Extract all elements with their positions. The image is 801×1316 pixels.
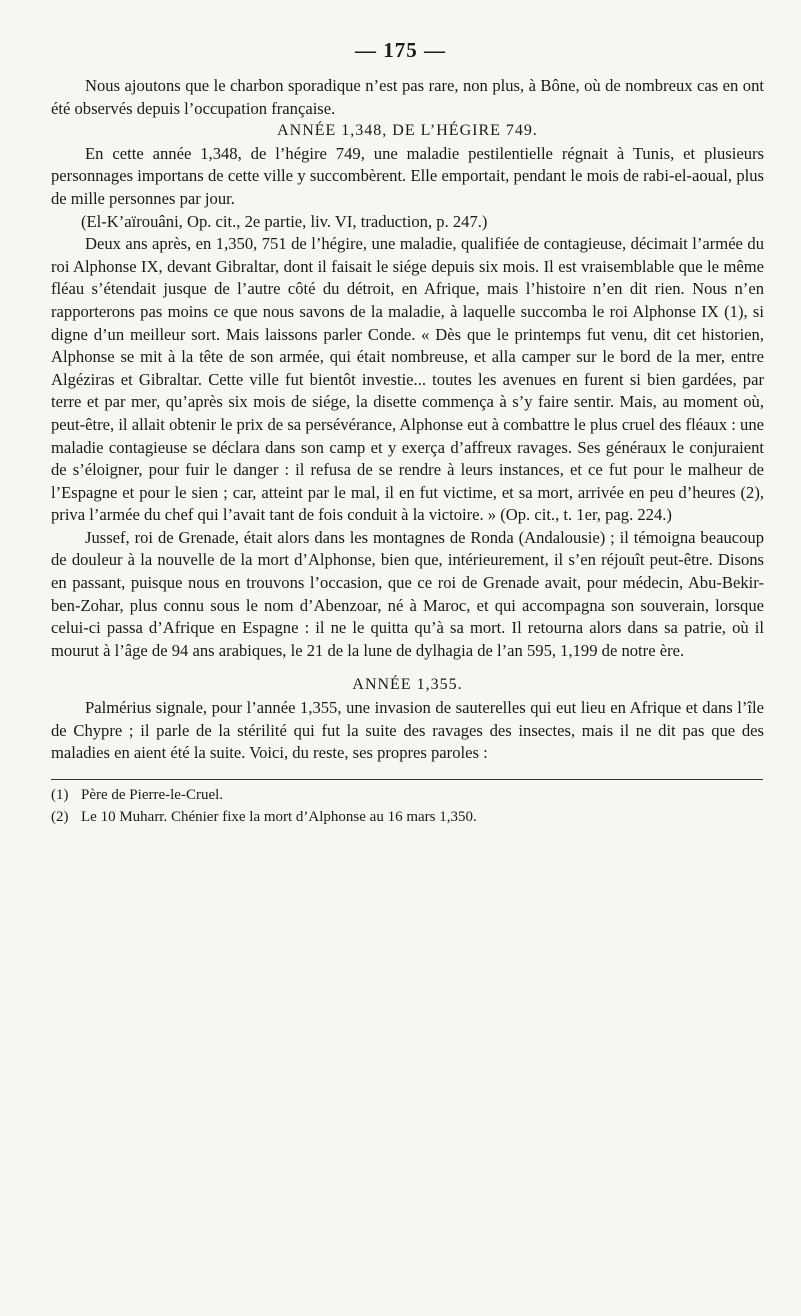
paragraph-jussef-abenzoar: Jussef, roi de Grenade, était alors dans les montagnes de Ronda (Andalousie) ; il témoigna beaucoup de douleur à la nouvelle de la mort d’Alphonse, bien que, intérieurement, il s’en réjouît peut-être. Disons en passant, puisque nous en trouvons l’occasion, que ce roi de Grenade avait, pour médecin, Abu-Bekir-ben-Zohar, plus connu sous le nom d’Abenzoar, né à Maroc, et qui accompagna son souverain, lorsque celui-ci passa d’Afrique en Espagne : il ne le quitta qu’à sa mort. Il retourna alors dans sa patrie, où il mourut à l’âge de 94 ans arabiques, le 21 de la lune de dylhagia de l’an 595, 1,199 de notre ère. [51,527,764,660]
page-number: — 175 — [355,38,446,62]
footnote-2-number: (2) [51,808,69,825]
paragraph-charbon: Nous ajoutons que le charbon sporadique n’est pas rare, non plus, à Bône, où de nombreux cas en ont été observés depuis l’occupation française. [51,76,764,118]
footnote-2 [51,806,764,828]
page-body [51,75,764,828]
footnote-1 [51,784,764,806]
paragraph-palmerius-locusts: Palmérius signale, pour l’année 1,355, une invasion de sauterelles qui eut lieu en Afrique et dans l’île de Chypre ; il parle de la stérilité qui fut la suite des ravages des insectes, mais il ne dit pas que des maladies en aient été la suite. Voici, du reste, ses propres paroles : [51,698,764,763]
paragraph-alphonse-gibraltar: Deux ans après, en 1,350, 751 de l’hégire, une maladie, qualifiée de contagieuse, décimait l’armée du roi Alphonse IX, devant Gibraltar, dont il faisait le siége depuis six mois. Il est vraisemblable que le même fléau s’étendait jusque de l’autre côté du détroit, en Afrique, mais l’histoire n’en dit rien. Nous n’en rapporterons pas moins ce que nous savons de la maladie, à laquelle succomba le roi Alphonse IX (1), si digne d’un meilleur sort. Mais laissons parler Conde. « Dès que le printemps fut venu, dit cet historien, Alphonse se mit à la tête de son armée, qui était nombreuse, et alla camper sur le bord de la mer, entre Algéziras et Gibraltar. Cette ville fut bientôt investie... toutes les avenues en furent si bien gardées, par terre et par mer, qu’après six mois de siége, la disette commença à s’y faire sentir. Mais, au moment où, peut-être, il allait obtenir le prix de sa persévérance, Alphonse eut à combattre le plus cruel des fléaux : une maladie contagieuse se déclara dans son camp et y exerça d’affreux ravages. Ses généraux le conjuraient de s’éloigner, pour fuir le danger : il refusa de se rendre à leurs instances, et ce fut pour le malheur de l’Espagne et pour le sien ; car, atteint par le mal, il en fut victime, et sa mort, arrivée en peu d’heures (2), priva l’armée du chef qui l’avait tant de fois conduit à la victoire. » (Op. cit., t. 1er, pag. 224.) [51,234,764,525]
footnote-1-text: Père de Pierre-le-Cruel. [81,786,224,803]
footnote-divider [51,779,763,780]
paragraph-tunis-plague: En cette année 1,348, de l’hégire 749, une maladie pestilentielle régnait à Tunis, et plusieurs personnages importans de cette ville y succombèrent. Elle emportait, pendant le mois de rabi-el-aoual, plus de mille personnes par jour. [51,143,764,208]
section-heading-1348: ANNÉE 1,348, DE L’HÉGIRE 749. [277,122,538,140]
section-heading-1355: ANNÉE 1,355. [352,676,463,694]
citation-el-kairouani: (El-K’aïrouâni, Op. cit., 2e partie, liv. VI, traduction, p. 247.) [81,211,488,231]
footnote-1-number: (1) [51,786,69,803]
footnote-2-text: Le 10 Muharr. Chénier fixe la mort d’Alphonse au 16 mars 1,350. [81,808,477,825]
